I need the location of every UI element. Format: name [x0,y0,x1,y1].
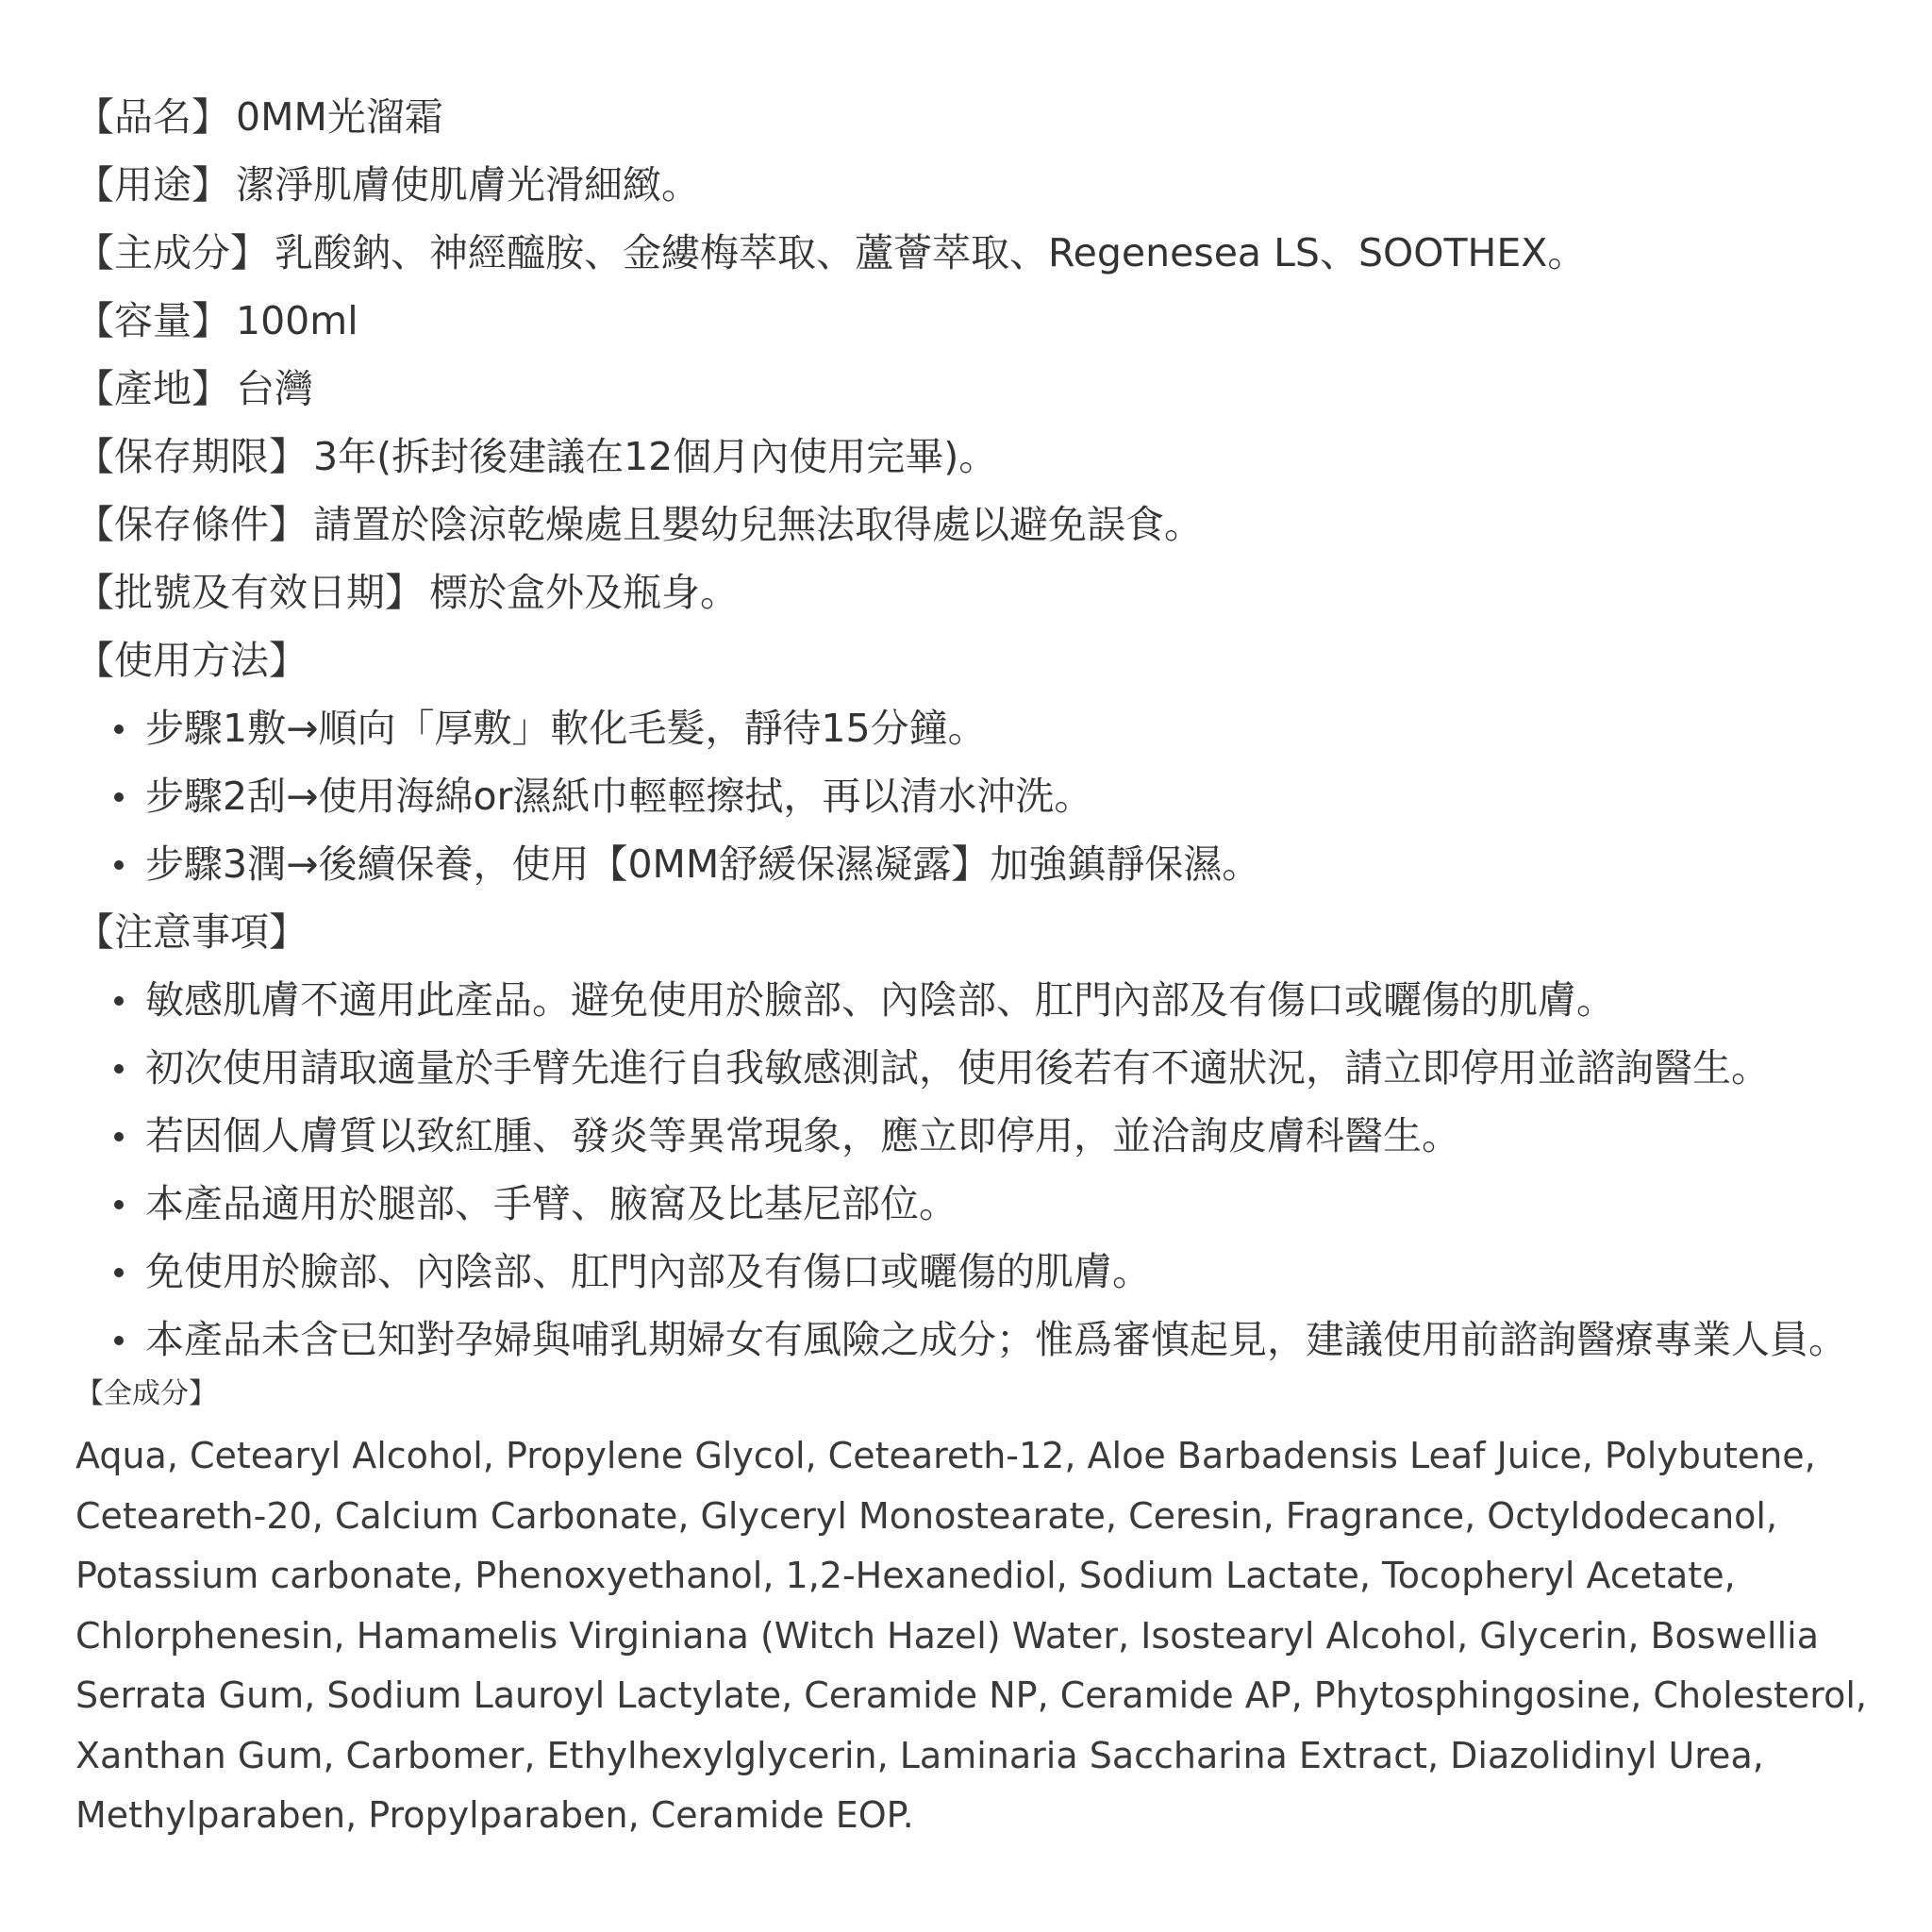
info-value: 台灣 [236,366,313,411]
list-item: 步驟3潤→後續保養，使用【0MM舒緩保濕凝露】加強鎮靜保濕。 [75,830,1849,898]
product-info-document [75,83,1868,1846]
info-value: 100ml [236,298,358,343]
info-value: 0MM光溜霜 [236,94,443,140]
info-label: 【容量】 [75,298,230,343]
info-label: 【品名】 [75,94,230,140]
info-volume [75,287,1868,355]
info-product-name [75,83,1868,151]
info-value: 請置於陰涼乾燥處且嬰幼兒無法取得處以避免誤食。 [313,502,1203,547]
info-value: 標於盒外及瓶身。 [429,570,739,615]
info-purpose [75,151,1868,219]
ingredients-heading: 【全成分】 [75,1377,217,1410]
notes-list [75,966,1868,1374]
usage-heading: 【使用方法】 [75,638,308,683]
info-label: 【主成分】 [75,230,269,275]
info-label: 【保存條件】 [75,502,308,547]
info-label: 【保存期限】 [75,434,308,479]
info-main-ingredients [75,219,1868,287]
info-shelf-life [75,423,1868,491]
list-item: 步驟2刮→使用海綿or濕紙巾輕輕擦拭，再以清水沖洗。 [75,762,1849,830]
list-item: 敏感肌膚不適用此產品。避免使用於臉部、內陰部、肛門內部及有傷口或曬傷的肌膚。 [75,966,1849,1034]
usage-steps-list [75,694,1868,898]
info-label: 【產地】 [75,366,230,411]
info-origin [75,355,1868,423]
list-item: 本產品未含已知對孕婦與哺乳期婦女有風險之成分；惟爲審慎起見，建議使用前諮詢醫療專業人員。 [75,1306,1849,1374]
list-item: 免使用於臉部、內陰部、肛門內部及有傷口或曬傷的肌膚。 [75,1238,1849,1306]
ingredients-text: Aqua, Cetearyl Alcohol, Propylene Glycol, Ceteareth-12, Aloe Barbadensis Leaf Juice, Polybutene, Ceteareth-20, Calcium Carbonate, Glyceryl Monostearate, Ceresin, Fragrance, Octyldodecanol, Potassium carbonate, Phenoxyethanol, 1,2-Hexanediol, Sodium Lactate, Tocopheryl Acetate, Chlorphenesin, Hamamelis Virginiana (Witch Hazel) Water, Isostearyl Alcohol, Glycerin, Boswellia Serrata Gum, Sodium Lauroyl Lactylate, Ceramide NP, Ceramide AP, Phytosphingosine, Cholesterol, Xanthan Gum, Carbomer, Ethylhexylglycerin, Laminaria Saccharina Extract, Diazolidinyl Urea, Methylparaben, Propylparaben, Ceramide EOP. [75,1435,1867,1836]
info-value: 3年(拆封後建議在12個月內使用完畢)。 [313,434,998,479]
list-item: 初次使用請取適量於手臂先進行自我敏感測試，使用後若有不適狀況，請立即停用並諮詢醫生。 [75,1034,1849,1102]
info-label: 【用途】 [75,162,230,208]
list-item: 若因個人膚質以致紅腫、發炎等異常現象，應立即停用，並洽詢皮膚科醫生。 [75,1102,1849,1170]
info-value: 潔淨肌膚使肌膚光滑細緻。 [236,162,700,208]
info-batch-expiry [75,558,1868,626]
notes-heading: 【注意事項】 [75,909,308,955]
info-storage [75,491,1868,558]
list-item: 本產品適用於腿部、手臂、腋窩及比基尼部位。 [75,1170,1849,1238]
list-item: 步驟1敷→順向「厚敷」軟化毛髮，靜待15分鐘。 [75,694,1849,762]
info-value: 乳酸鈉、神經醯胺、金縷梅萃取、蘆薈萃取、Regenesea LS、SOOTHEX。 [275,230,1587,275]
info-label: 【批號及有效日期】 [75,570,424,615]
